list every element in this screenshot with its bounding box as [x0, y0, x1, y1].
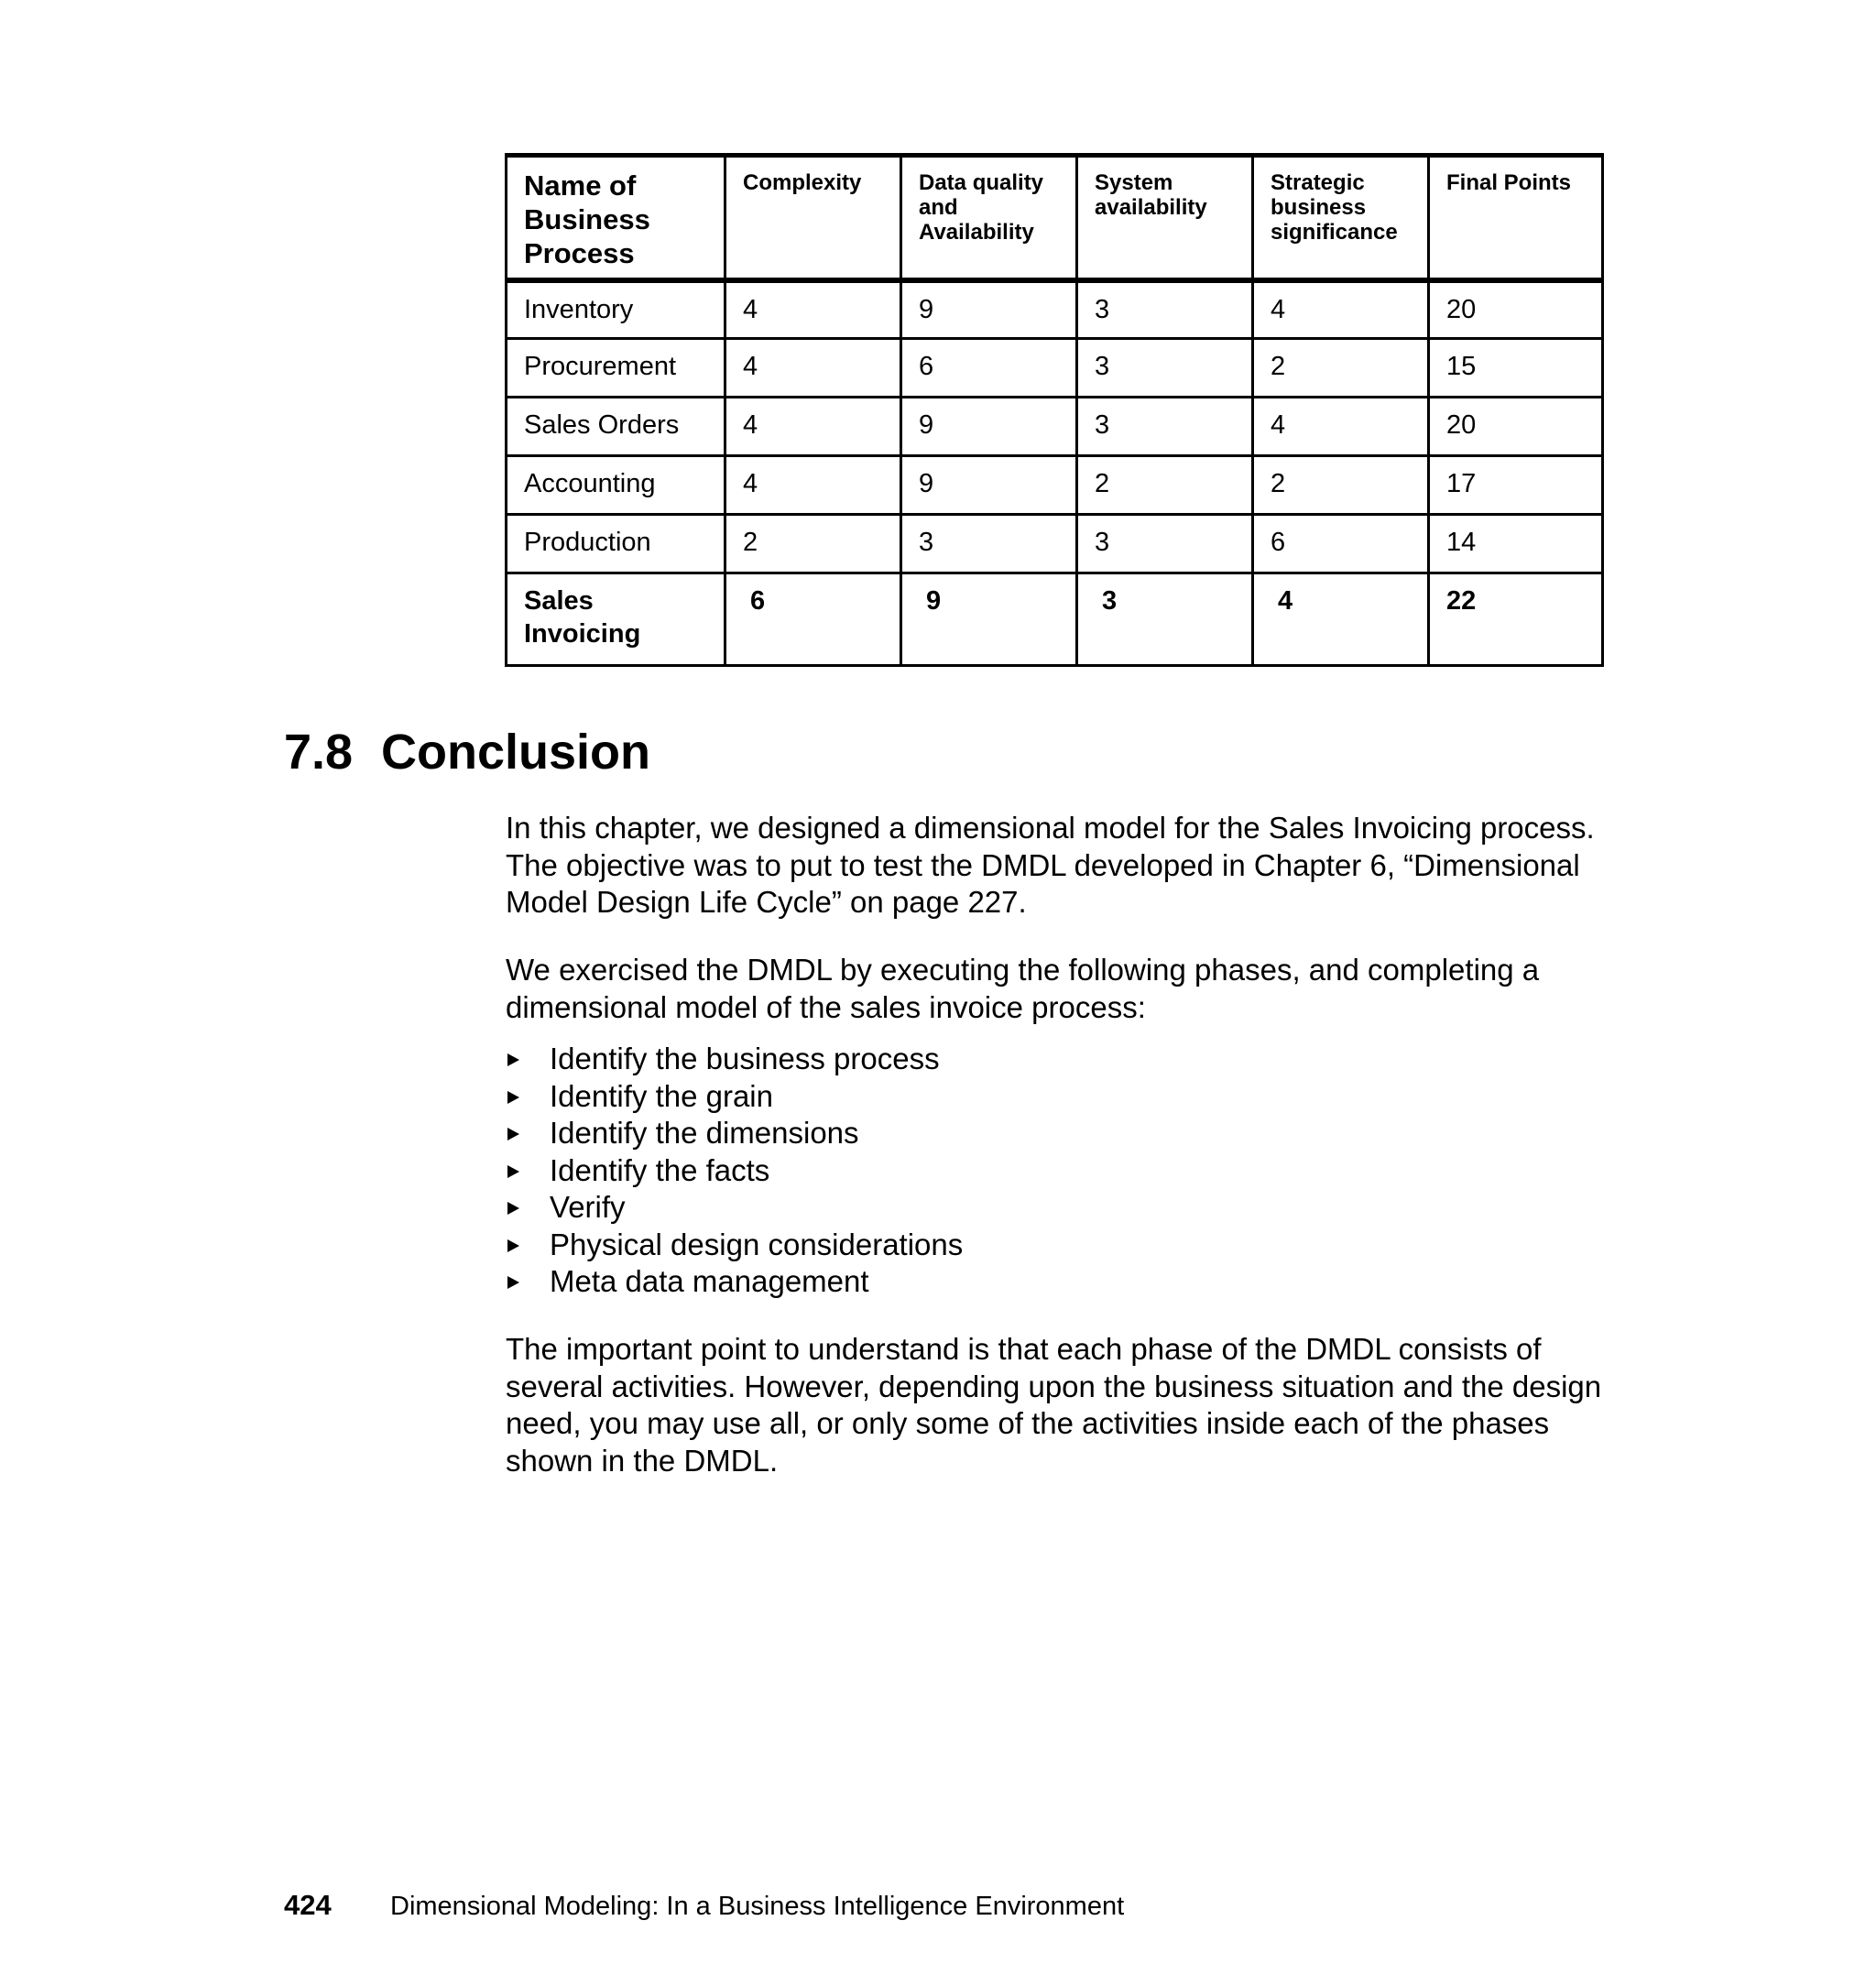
cell-strategic-significance: 4 — [1253, 280, 1429, 339]
cell-strategic-significance: 6 — [1253, 515, 1429, 573]
section-number: 7.8 — [284, 725, 354, 780]
cell-system-availability: 3 — [1077, 515, 1253, 573]
cell-system-availability: 3 — [1077, 573, 1253, 666]
cell-final-points: 20 — [1429, 280, 1603, 339]
table-header-row — [507, 156, 1603, 280]
cell-process-name: Sales Invoicing — [507, 573, 725, 666]
cell-strategic-significance: 2 — [1253, 339, 1429, 398]
cell-process-name: Production — [507, 515, 725, 573]
cell-strategic-significance: 4 — [1253, 573, 1429, 666]
section-heading — [284, 724, 650, 780]
table-row — [507, 515, 1603, 573]
list-item — [506, 1227, 963, 1264]
header-business-process: Name of Business Process — [507, 156, 725, 280]
cell-system-availability: 3 — [1077, 398, 1253, 456]
bullet-arrow-icon — [507, 1239, 519, 1252]
cell-system-availability: 3 — [1077, 339, 1253, 398]
list-item — [506, 1041, 963, 1078]
bullet-arrow-icon — [507, 1091, 519, 1104]
cell-final-points: 17 — [1429, 456, 1603, 515]
list-item-text: Meta data management — [550, 1264, 869, 1298]
cell-system-availability: 2 — [1077, 456, 1253, 515]
list-item-text: Identify the dimensions — [550, 1116, 859, 1150]
bullet-arrow-icon — [507, 1165, 519, 1178]
cell-strategic-significance: 4 — [1253, 398, 1429, 456]
page-number: 424 — [284, 1889, 332, 1921]
cell-strategic-significance: 2 — [1253, 456, 1429, 515]
cell-process-name: Procurement — [507, 339, 725, 398]
bullet-arrow-icon — [507, 1202, 519, 1215]
cell-complexity: 4 — [725, 456, 901, 515]
list-item-text: Verify — [550, 1190, 626, 1224]
intro-paragraph: In this chapter, we designed a dimensional model for the Sales Invoicing process. The objective was to put to test the DMDL developed in Chapter 6, “Dimensional Model Design Life Cycle” on page 227. — [506, 811, 1595, 919]
cell-final-points: 22 — [1429, 573, 1603, 666]
list-item — [506, 1152, 963, 1190]
cell-complexity: 4 — [725, 339, 901, 398]
cell-data-quality: 6 — [901, 339, 1077, 398]
cell-data-quality: 9 — [901, 456, 1077, 515]
cell-process-name: Sales Orders — [507, 398, 725, 456]
cell-data-quality: 3 — [901, 515, 1077, 573]
list-item — [506, 1189, 963, 1227]
cell-data-quality: 9 — [901, 573, 1077, 666]
closing-paragraph: The important point to understand is that each phase of the DMDL consists of several activities. However, depending upon the business situation and the design need, you may use all, or only some of the activities inside each of the phases shown in the DMDL. — [506, 1332, 1602, 1478]
header-strategic-significance: Strategic business significance — [1253, 156, 1429, 280]
cell-data-quality: 9 — [901, 280, 1077, 339]
cell-data-quality: 9 — [901, 398, 1077, 456]
header-complexity: Complexity — [725, 156, 901, 280]
list-item — [506, 1263, 963, 1301]
cell-complexity: 4 — [725, 280, 901, 339]
header-system-availability: System availability — [1077, 156, 1253, 280]
phases-list — [506, 1041, 963, 1301]
cell-complexity: 6 — [725, 573, 901, 666]
table-row — [507, 280, 1603, 339]
cell-process-name: Inventory — [507, 280, 725, 339]
business-process-scoring-table — [505, 153, 1604, 667]
list-item — [506, 1115, 963, 1152]
list-item-text: Physical design considerations — [550, 1227, 964, 1261]
page-footer — [284, 1889, 1124, 1923]
list-item-text: Identify the facts — [550, 1152, 770, 1187]
cell-final-points: 15 — [1429, 339, 1603, 398]
table-row — [507, 456, 1603, 515]
cell-final-points: 14 — [1429, 515, 1603, 573]
cell-complexity: 4 — [725, 398, 901, 456]
table-row — [507, 339, 1603, 398]
book-title: Dimensional Modeling: In a Business Intelligence Environment — [390, 1892, 1125, 1921]
table-row — [507, 398, 1603, 456]
header-data-quality: Data quality and Availability — [901, 156, 1077, 280]
list-item-text: Identify the business process — [550, 1042, 940, 1075]
bullet-arrow-icon — [507, 1128, 519, 1140]
table-row-highlighted — [507, 573, 1603, 666]
phases-lead-paragraph: We exercised the DMDL by executing the following phases, and completing a dimensional model of the sales invoice process: — [506, 953, 1540, 1024]
cell-process-name: Accounting — [507, 456, 725, 515]
bullet-arrow-icon — [507, 1276, 519, 1289]
list-item — [506, 1078, 963, 1116]
bullet-arrow-icon — [507, 1053, 519, 1066]
section-title: Conclusion — [381, 725, 650, 780]
cell-complexity: 2 — [725, 515, 901, 573]
header-final-points: Final Points — [1429, 156, 1603, 280]
cell-system-availability: 3 — [1077, 280, 1253, 339]
list-item-text: Identify the grain — [550, 1078, 773, 1113]
cell-final-points: 20 — [1429, 398, 1603, 456]
